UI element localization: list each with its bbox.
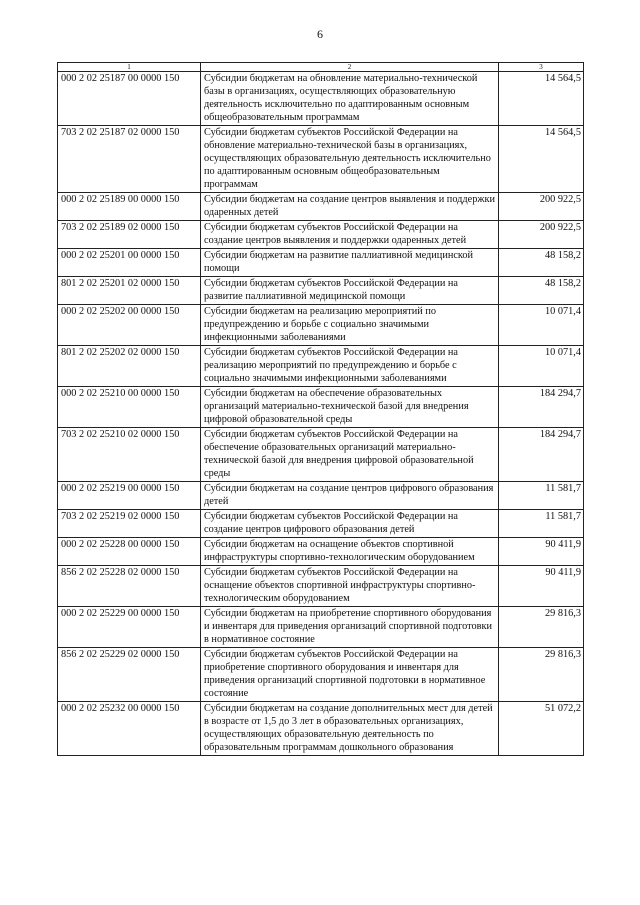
classification-code-cell: 703 2 02 25189 02 0000 150 — [58, 221, 201, 249]
description-cell: Субсидии бюджетам на развитие паллиативной медицинской помощи — [201, 249, 499, 277]
classification-code-cell: 703 2 02 25187 02 0000 150 — [58, 126, 201, 193]
table-row — [58, 538, 584, 566]
description-cell: Субсидии бюджетам субъектов Российской Федерации на создание центров цифрового образования детей — [201, 510, 499, 538]
table-row — [58, 305, 584, 346]
table-row — [58, 346, 584, 387]
amount-cell: 200 922,5 — [499, 221, 584, 249]
amount-cell: 14 564,5 — [499, 72, 584, 126]
classification-code-cell: 703 2 02 25219 02 0000 150 — [58, 510, 201, 538]
page-number: 6 — [317, 27, 323, 41]
description-cell: Субсидии бюджетам субъектов Российской Федерации на создание центров выявления и поддержки одаренных детей — [201, 221, 499, 249]
description-cell: Субсидии бюджетам на реализацию мероприятий по предупреждению и борьбе с социально значимыми инфекционными заболеваниями — [201, 305, 499, 346]
classification-code-cell: 000 2 02 25189 00 0000 150 — [58, 193, 201, 221]
classification-code-cell: 000 2 02 25202 00 0000 150 — [58, 305, 201, 346]
classification-code-cell: 000 2 02 25210 00 0000 150 — [58, 387, 201, 428]
description-cell: Субсидии бюджетам на обеспечение образовательных организаций материально-технической базой для внедрения цифровой образовательной среды — [201, 387, 499, 428]
table-row — [58, 249, 584, 277]
table-row — [58, 648, 584, 702]
amount-cell: 29 816,3 — [499, 607, 584, 648]
table-row — [58, 193, 584, 221]
amount-cell: 184 294,7 — [499, 428, 584, 482]
classification-code-cell: 856 2 02 25228 02 0000 150 — [58, 566, 201, 607]
description-cell: Субсидии бюджетам на оснащение объектов спортивной инфраструктуры спортивно-технологическим оборудованием — [201, 538, 499, 566]
description-cell: Субсидии бюджетам субъектов Российской Федерации на оснащение объектов спортивной инфраструктуры спортивно-технологическим оборудованием — [201, 566, 499, 607]
classification-code-cell: 000 2 02 25232 00 0000 150 — [58, 702, 201, 756]
classification-code-cell: 801 2 02 25201 02 0000 150 — [58, 277, 201, 305]
amount-cell: 184 294,7 — [499, 387, 584, 428]
description-cell: Субсидии бюджетам на создание дополнительных мест для детей в возрасте от 1,5 до 3 лет в образовательных организациях, осуществляющих образовательную деятельность по образовательным программам дошкольного образования — [201, 702, 499, 756]
table-row — [58, 277, 584, 305]
amount-cell: 29 816,3 — [499, 648, 584, 702]
amount-cell: 10 071,4 — [499, 305, 584, 346]
amount-cell: 11 581,7 — [499, 510, 584, 538]
table-row — [58, 482, 584, 510]
table-row — [58, 72, 584, 126]
table-row — [58, 566, 584, 607]
classification-code-cell: 000 2 02 25229 00 0000 150 — [58, 607, 201, 648]
table-body — [58, 63, 584, 756]
amount-cell: 11 581,7 — [499, 482, 584, 510]
table-row — [58, 428, 584, 482]
classification-code-cell: 000 2 02 25201 00 0000 150 — [58, 249, 201, 277]
description-cell: Субсидии бюджетам на создание центров цифрового образования детей — [201, 482, 499, 510]
budget-table — [57, 62, 584, 756]
description-cell: Субсидии бюджетам на приобретение спортивного оборудования и инвентаря для приведения организаций спортивной подготовки в нормативное состояние — [201, 607, 499, 648]
classification-code-cell: 000 2 02 25187 00 0000 150 — [58, 72, 201, 126]
amount-cell: 200 922,5 — [499, 193, 584, 221]
classification-code-cell: 801 2 02 25202 02 0000 150 — [58, 346, 201, 387]
column-header-2: 2 — [201, 63, 499, 72]
description-cell: Субсидии бюджетам субъектов Российской Федерации на обновление материально-технической базы в организациях, осуществляющих образовательную деятельность исключительно по адаптированным основным общеобразовательным программам — [201, 126, 499, 193]
classification-code-cell: 000 2 02 25228 00 0000 150 — [58, 538, 201, 566]
table-row — [58, 126, 584, 193]
table-row — [58, 387, 584, 428]
table-row — [58, 510, 584, 538]
amount-cell: 48 158,2 — [499, 249, 584, 277]
description-cell: Субсидии бюджетам субъектов Российской Федерации на обеспечение образовательных организаций материально-технической базой для внедрения цифровой образовательной среды — [201, 428, 499, 482]
description-cell: Субсидии бюджетам субъектов Российской Федерации на приобретение спортивного оборудования и инвентаря для приведения организаций спортивной подготовки в нормативное состояние — [201, 648, 499, 702]
description-cell: Субсидии бюджетам субъектов Российской Федерации на развитие паллиативной медицинской помощи — [201, 277, 499, 305]
amount-cell: 90 411,9 — [499, 566, 584, 607]
table-row — [58, 221, 584, 249]
description-cell: Субсидии бюджетам на обновление материально-технической базы в организациях, осуществляющих образовательную деятельность исключительно по адаптированным основным общеобразовательным программам — [201, 72, 499, 126]
table-header-row — [58, 63, 584, 72]
amount-cell: 14 564,5 — [499, 126, 584, 193]
table-row — [58, 607, 584, 648]
amount-cell: 51 072,2 — [499, 702, 584, 756]
classification-code-cell: 856 2 02 25229 02 0000 150 — [58, 648, 201, 702]
amount-cell: 48 158,2 — [499, 277, 584, 305]
column-header-1: 1 — [58, 63, 201, 72]
classification-code-cell: 000 2 02 25219 00 0000 150 — [58, 482, 201, 510]
amount-cell: 90 411,9 — [499, 538, 584, 566]
classification-code-cell: 703 2 02 25210 02 0000 150 — [58, 428, 201, 482]
column-header-3: 3 — [499, 63, 584, 72]
amount-cell: 10 071,4 — [499, 346, 584, 387]
description-cell: Субсидии бюджетам субъектов Российской Федерации на реализацию мероприятий по предупреждению и борьбе с социально значимыми инфекционными заболеваниями — [201, 346, 499, 387]
description-cell: Субсидии бюджетам на создание центров выявления и поддержки одаренных детей — [201, 193, 499, 221]
table-row — [58, 702, 584, 756]
